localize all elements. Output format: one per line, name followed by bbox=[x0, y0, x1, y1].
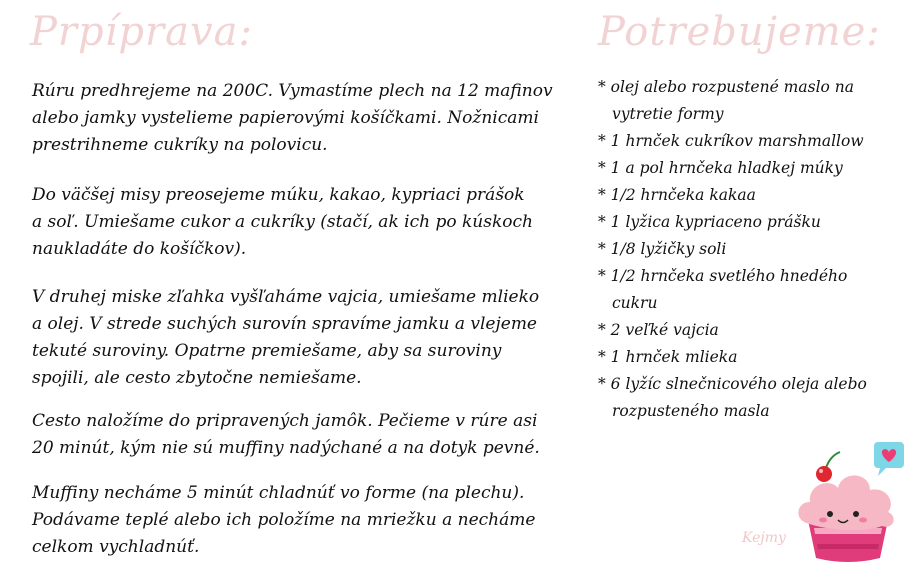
text-line: prestrihneme cukríky na polovicu. bbox=[32, 135, 328, 155]
text-line: tekuté suroviny. Opatrne premiešame, aby sa suroviny bbox=[32, 341, 502, 361]
text-line: Muffiny necháme 5 minút chladnúť vo forme (na plechu). bbox=[32, 483, 525, 503]
speech-bubble-icon bbox=[874, 442, 904, 476]
ingredients-heading: Potrebujeme: bbox=[598, 9, 881, 55]
text-line: a olej. V strede suchých surovín spravíme jamku a vlejeme bbox=[32, 314, 537, 334]
cherry-icon bbox=[816, 452, 840, 482]
text-line: alebo jamky vystelieme papierovými košíčkami. Nožnicami bbox=[32, 108, 539, 128]
item-line: * 1/2 hrnčeka svetlého hnedého bbox=[598, 267, 848, 285]
ingredients-list bbox=[598, 74, 908, 425]
list-item bbox=[598, 236, 908, 263]
list-item bbox=[598, 209, 908, 236]
text-line: Podávame teplé alebo ich položíme na mriežku a necháme bbox=[32, 510, 536, 530]
list-item bbox=[598, 155, 908, 182]
instructions-heading: Prpíprava: bbox=[30, 9, 253, 55]
list-item bbox=[598, 371, 908, 425]
list-item bbox=[598, 182, 908, 209]
item-line: vytretie formy bbox=[612, 105, 724, 123]
list-item bbox=[598, 74, 908, 128]
instruction-paragraph bbox=[32, 78, 572, 159]
list-item bbox=[598, 128, 908, 155]
item-line: * olej alebo rozpustené maslo na bbox=[598, 78, 855, 96]
text-line: Do väčšej misy preosejeme múku, kakao, kypriaci prášok bbox=[32, 185, 525, 205]
item-line: * 6 lyžíc slnečnicového oleja alebo bbox=[598, 375, 867, 393]
item-line: * 1/8 lyžičky soli bbox=[598, 240, 727, 258]
item-line: * 1 lyžica kypriaceno prášku bbox=[598, 213, 821, 231]
text-line: naukladáte do košíčkov). bbox=[32, 239, 247, 259]
text-line: spojili, ale cesto zbytočne nemiešame. bbox=[32, 368, 362, 388]
cupcake-body bbox=[798, 475, 893, 562]
instruction-paragraph bbox=[32, 284, 572, 392]
text-line: 20 minút, kým nie sú muffiny nadýchané a na dotyk pevné. bbox=[32, 438, 540, 458]
text-line: Cesto naložíme do pripravených jamôk. Pečieme v rúre asi bbox=[32, 411, 538, 431]
item-line: rozpusteného masla bbox=[612, 402, 770, 420]
list-item bbox=[598, 317, 908, 344]
item-line: cukru bbox=[612, 294, 658, 312]
item-line: * 1/2 hrnčeka kakaa bbox=[598, 186, 756, 204]
text-line: celkom vychladnúť. bbox=[32, 537, 200, 557]
list-item bbox=[598, 344, 908, 371]
item-line: * 2 veľké vajcia bbox=[598, 321, 719, 339]
item-line: * 1 hrnček mlieka bbox=[598, 348, 738, 366]
signature: Kejmy bbox=[742, 530, 786, 546]
list-item bbox=[598, 263, 908, 317]
instruction-paragraph bbox=[32, 480, 572, 561]
item-line: * 1 a pol hrnčeka hladkej múky bbox=[598, 159, 843, 177]
instruction-paragraph bbox=[32, 182, 572, 263]
text-line: V druhej miske zľahka vyšľaháme vajcia, umiešame mlieko bbox=[32, 287, 540, 307]
text-line: a soľ. Umiešame cukor a cukríky (stačí, ak ich po kúskoch bbox=[32, 212, 533, 232]
cupcake-icon bbox=[790, 440, 910, 565]
item-line: * 1 hrnček cukríkov marshmallow bbox=[598, 132, 864, 150]
instruction-paragraph bbox=[32, 408, 572, 462]
text-line: Rúru predhrejeme na 200C. Vymastíme plech na 12 mafinov bbox=[32, 81, 553, 101]
